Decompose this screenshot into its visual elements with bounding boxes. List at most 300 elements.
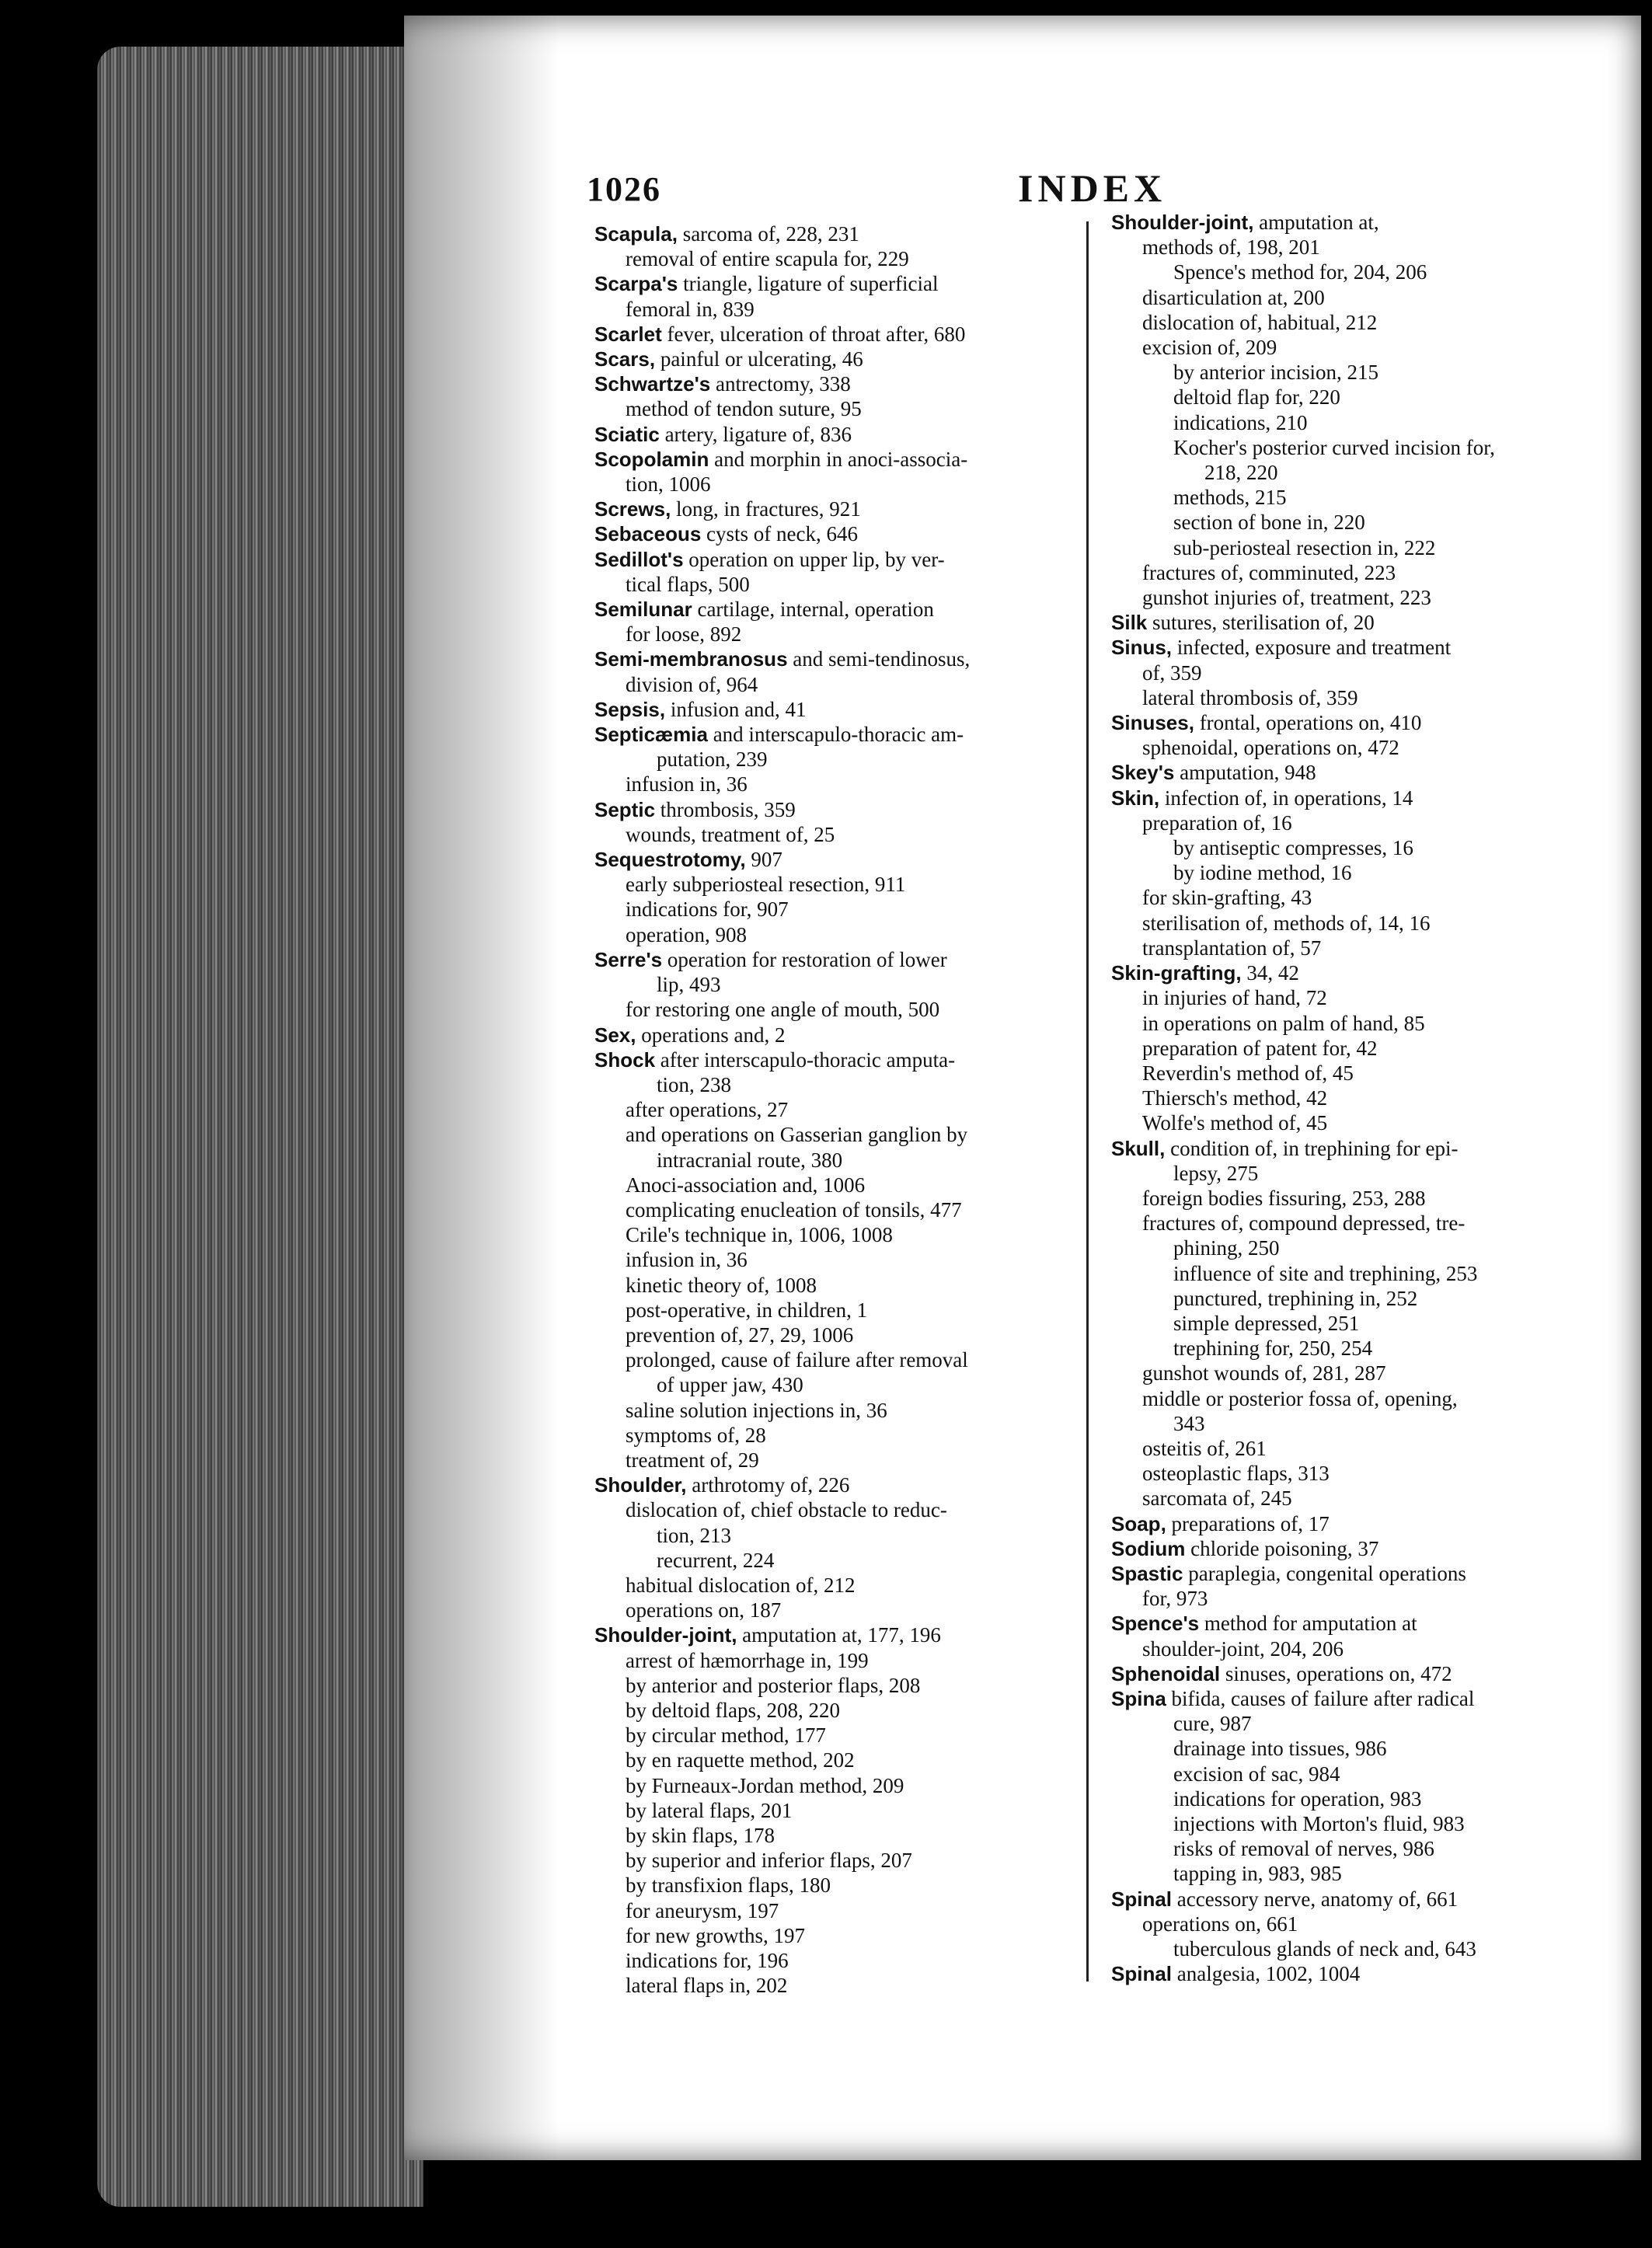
index-entry-text: indications, 210 bbox=[1173, 410, 1308, 434]
index-entry-text: infection of, in operations, 14 bbox=[1159, 786, 1413, 810]
index-entry-text: operations and, 2 bbox=[636, 1023, 786, 1047]
index-entry-text: antrectomy, 338 bbox=[710, 372, 851, 396]
index-entry-heading: Spinal bbox=[1111, 1887, 1173, 1911]
index-entry-text: injections with Morton's fluid, 983 bbox=[1173, 1812, 1465, 1835]
index-entry-text: shoulder-joint, 204, 206 bbox=[1142, 1636, 1344, 1661]
index-entry bbox=[594, 1898, 1092, 1923]
index-entry bbox=[1111, 1086, 1593, 1110]
index-entry-text: post-operative, in children, 1 bbox=[626, 1298, 868, 1322]
index-entry bbox=[1111, 1461, 1593, 1486]
index-entry bbox=[1111, 660, 1593, 685]
index-entry-text: lepsy, 275 bbox=[1173, 1161, 1259, 1185]
index-entry bbox=[594, 1648, 1092, 1673]
index-entry-text: frontal, operations on, 410 bbox=[1194, 711, 1422, 735]
index-entry-text: chloride poisoning, 37 bbox=[1185, 1536, 1379, 1560]
index-entry-heading: Septicæmia bbox=[594, 723, 708, 747]
index-entry-text: kinetic theory of, 1008 bbox=[626, 1273, 817, 1297]
index-entry bbox=[1111, 1736, 1593, 1761]
index-entry-text: by Furneaux-Jordan method, 209 bbox=[626, 1773, 904, 1797]
index-entry bbox=[594, 1948, 1092, 1973]
index-entry bbox=[594, 1347, 1092, 1372]
index-entry bbox=[594, 597, 1092, 622]
index-entry bbox=[1111, 885, 1593, 910]
index-entry bbox=[594, 1372, 1092, 1397]
index-entry-heading: Septic bbox=[594, 797, 656, 821]
index-entry bbox=[594, 947, 1092, 972]
index-entry bbox=[1111, 786, 1593, 810]
index-entry bbox=[594, 1298, 1092, 1323]
index-entry bbox=[594, 1097, 1092, 1122]
index-entry-heading: Semilunar bbox=[594, 598, 692, 622]
index-entry-text: transplantation of, 57 bbox=[1142, 936, 1322, 960]
index-entry bbox=[1111, 1636, 1593, 1661]
index-entry-text: disarticulation at, 200 bbox=[1142, 285, 1325, 309]
index-entry-heading: Skin, bbox=[1111, 786, 1160, 810]
index-entry-text: fever, ulceration of throat after, 680 bbox=[661, 322, 966, 346]
index-entry-text: and interscapulo-thoracic am- bbox=[707, 723, 964, 747]
index-entry bbox=[594, 1398, 1092, 1423]
index-entry bbox=[1111, 285, 1593, 310]
index-entry bbox=[1111, 1386, 1593, 1411]
index-entry-text: Thiersch's method, 42 bbox=[1142, 1086, 1328, 1110]
index-entry bbox=[594, 772, 1092, 796]
index-entry bbox=[594, 1823, 1092, 1848]
index-entry bbox=[1111, 560, 1593, 585]
index-entry bbox=[594, 371, 1092, 396]
index-entry bbox=[1111, 385, 1593, 410]
index-entry bbox=[594, 1748, 1092, 1772]
index-entry-text: by anterior and posterior flaps, 208 bbox=[626, 1673, 921, 1697]
index-entry-text: for new growths, 197 bbox=[626, 1923, 805, 1947]
index-entry bbox=[594, 322, 1092, 347]
index-entry bbox=[594, 1773, 1092, 1798]
index-entry-text: and semi-tendinosus, bbox=[787, 647, 971, 671]
index-entry bbox=[1111, 1261, 1593, 1286]
index-entry bbox=[594, 847, 1092, 872]
index-entry bbox=[594, 1473, 1092, 1497]
index-entry-text: indications for, 907 bbox=[626, 897, 789, 922]
index-entry bbox=[594, 447, 1092, 472]
index-entry-text: of, 359 bbox=[1142, 660, 1202, 685]
index-entry-text: Anoci-association and, 1006 bbox=[626, 1173, 866, 1197]
index-entry bbox=[594, 1848, 1092, 1873]
index-entry-text: sterilisation of, methods of, 14, 16 bbox=[1142, 911, 1431, 935]
index-entry-text: sub-periosteal resection in, 222 bbox=[1173, 535, 1436, 559]
index-entry-heading: Skey's bbox=[1111, 761, 1175, 785]
index-entry bbox=[594, 647, 1092, 671]
index-entry bbox=[1111, 1061, 1593, 1086]
index-entry bbox=[594, 1247, 1092, 1272]
index-entry-text: for restoring one angle of mouth, 500 bbox=[626, 998, 940, 1022]
index-entry-text: by iodine method, 16 bbox=[1173, 861, 1352, 885]
index-entry bbox=[594, 1523, 1092, 1548]
index-entry bbox=[1111, 360, 1593, 385]
index-entry bbox=[594, 497, 1092, 521]
index-entry bbox=[594, 1323, 1092, 1347]
index-entry-text: by circular method, 177 bbox=[626, 1723, 826, 1748]
index-entry-text: preparation of patent for, 42 bbox=[1142, 1036, 1378, 1060]
index-entry bbox=[1111, 1661, 1593, 1686]
index-entry bbox=[594, 1023, 1092, 1047]
index-entry-text: influence of site and trephining, 253 bbox=[1173, 1261, 1478, 1285]
index-entry bbox=[594, 747, 1092, 772]
index-entry bbox=[1111, 835, 1593, 860]
index-entry bbox=[594, 547, 1092, 572]
index-entry-text: amputation at, bbox=[1253, 211, 1379, 234]
index-entry-text: artery, ligature of, 836 bbox=[659, 422, 852, 446]
index-entry bbox=[594, 271, 1092, 296]
index-entry-text: for aneurysm, 197 bbox=[626, 1898, 779, 1922]
index-entry-heading: Sebaceous bbox=[594, 522, 702, 546]
index-entry bbox=[1111, 585, 1593, 610]
index-entry bbox=[594, 797, 1092, 822]
index-entry bbox=[594, 1222, 1092, 1247]
index-entry bbox=[1111, 335, 1593, 360]
page-title: INDEX bbox=[1018, 166, 1167, 210]
index-entry-text: trephining for, 250, 254 bbox=[1173, 1337, 1373, 1361]
index-entry bbox=[594, 1923, 1092, 1948]
index-entry-text: indications for operation, 983 bbox=[1173, 1786, 1422, 1811]
index-entry-text: punctured, trephining in, 252 bbox=[1173, 1286, 1418, 1310]
index-entry-text: foreign bodies fissuring, 253, 288 bbox=[1142, 1186, 1426, 1210]
index-entry bbox=[1111, 310, 1593, 335]
index-entry-text: excision of sac, 984 bbox=[1173, 1762, 1340, 1786]
index-entry bbox=[1111, 1311, 1593, 1336]
index-entry bbox=[1111, 1912, 1593, 1936]
index-entry-text: 34, 42 bbox=[1241, 961, 1299, 985]
index-entry-text: sarcoma of, 228, 231 bbox=[677, 222, 859, 246]
index-entry bbox=[594, 472, 1092, 497]
index-entry-text: Kocher's posterior curved incision for, bbox=[1173, 435, 1495, 459]
index-entry bbox=[594, 997, 1092, 1022]
index-entry-heading: Spence's bbox=[1111, 1612, 1200, 1636]
index-entry-text: paraplegia, congenital operations bbox=[1183, 1561, 1466, 1585]
index-entry-text: drainage into tissues, 986 bbox=[1173, 1737, 1387, 1761]
index-entry-heading: Sphenoidal bbox=[1111, 1661, 1221, 1685]
index-column-left bbox=[594, 221, 1092, 1998]
index-entry-text: accessory nerve, anatomy of, 661 bbox=[1172, 1887, 1459, 1911]
index-entry-text: operation, 908 bbox=[626, 922, 747, 946]
index-entry-text: risks of removal of nerves, 986 bbox=[1173, 1837, 1434, 1861]
index-entry bbox=[1111, 1336, 1593, 1361]
index-entry-text: by deltoid flaps, 208, 220 bbox=[626, 1698, 840, 1722]
index-entry bbox=[1111, 410, 1593, 435]
index-entry-text: by superior and inferior flaps, 207 bbox=[626, 1849, 912, 1873]
index-entry-text: arthrotomy of, 226 bbox=[686, 1473, 850, 1497]
index-entry-text: condition of, in trephining for epi- bbox=[1165, 1136, 1459, 1160]
index-entry-text: sinuses, operations on, 472 bbox=[1220, 1661, 1452, 1685]
index-entry-heading: Schwartze's bbox=[594, 372, 711, 396]
index-entry-text: sarcomata of, 245 bbox=[1142, 1486, 1292, 1511]
index-entry bbox=[1111, 1711, 1593, 1736]
index-entry bbox=[1111, 1486, 1593, 1511]
index-entry bbox=[594, 1798, 1092, 1823]
index-entry bbox=[1111, 936, 1593, 960]
index-entry-heading: Scars, bbox=[594, 347, 656, 371]
index-entry bbox=[594, 1273, 1092, 1298]
index-entry-text: by anterior incision, 215 bbox=[1173, 361, 1378, 385]
index-entry-text: operations on, 661 bbox=[1142, 1912, 1298, 1936]
index-entry bbox=[594, 297, 1092, 322]
index-entry-text: triangle, ligature of superficial bbox=[678, 272, 939, 296]
index-entry-text: Wolfe's method of, 45 bbox=[1142, 1111, 1328, 1135]
index-entry bbox=[594, 1423, 1092, 1448]
index-entry bbox=[594, 922, 1092, 947]
index-entry-text: in injuries of hand, 72 bbox=[1142, 986, 1327, 1010]
index-entry bbox=[1111, 710, 1593, 735]
index-entry-text: method of tendon suture, 95 bbox=[626, 397, 862, 421]
index-entry bbox=[594, 1973, 1092, 1998]
index-entry-text: tion, 1006 bbox=[626, 472, 711, 497]
index-entry-text: saline solution injections in, 36 bbox=[626, 1398, 887, 1422]
index-entry bbox=[1111, 1436, 1593, 1461]
index-entry-text: symptoms of, 28 bbox=[626, 1423, 766, 1447]
index-entry bbox=[594, 1622, 1092, 1647]
index-entry bbox=[1111, 1586, 1593, 1611]
index-entry bbox=[1111, 235, 1593, 260]
index-entry-text: operation for restoration of lower bbox=[662, 947, 947, 971]
index-entry bbox=[1111, 485, 1593, 510]
index-entry bbox=[1111, 1110, 1593, 1135]
index-entry bbox=[594, 872, 1092, 897]
index-entry-text: habitual dislocation of, 212 bbox=[626, 1573, 856, 1597]
index-entry bbox=[594, 1072, 1092, 1097]
index-entry bbox=[594, 972, 1092, 997]
index-entry-text: putation, 239 bbox=[657, 748, 768, 772]
index-entry-text: sphenoidal, operations on, 472 bbox=[1142, 736, 1399, 760]
index-entry-text: prolonged, cause of failure after removal bbox=[626, 1348, 968, 1372]
index-entry-text: cure, 987 bbox=[1173, 1712, 1252, 1736]
index-entry-text: by en raquette method, 202 bbox=[626, 1748, 855, 1772]
index-entry-text: method for amputation at bbox=[1199, 1612, 1417, 1636]
index-entry-text: arrest of hæmorrhage in, 199 bbox=[626, 1648, 869, 1672]
index-entry-text: methods, 215 bbox=[1173, 486, 1287, 510]
index-entry-text: operations on, 187 bbox=[626, 1598, 782, 1622]
index-entry-text: preparation of, 16 bbox=[1142, 810, 1292, 835]
index-entry-heading: Sedillot's bbox=[594, 547, 684, 571]
index-entry-text: fractures of, compound depressed, tre- bbox=[1142, 1211, 1466, 1236]
index-entry bbox=[1111, 635, 1593, 660]
index-entry bbox=[594, 396, 1092, 421]
index-entry-text: infusion and, 41 bbox=[665, 697, 807, 721]
index-entry bbox=[1111, 1411, 1593, 1436]
book-page-edges bbox=[97, 47, 423, 2207]
index-entry-text: sutures, sterilisation of, 20 bbox=[1147, 611, 1375, 635]
index-entry bbox=[1111, 460, 1593, 485]
index-entry-heading: Scarpa's bbox=[594, 272, 678, 296]
index-entry-text: after operations, 27 bbox=[626, 1098, 789, 1122]
index-entry bbox=[1111, 911, 1593, 936]
index-entry bbox=[1111, 1161, 1593, 1186]
index-entry bbox=[1111, 735, 1593, 760]
index-entry bbox=[1111, 960, 1593, 985]
index-entry bbox=[1111, 1762, 1593, 1786]
index-entry-heading: Sciatic bbox=[594, 422, 660, 446]
index-entry-text: section of bone in, 220 bbox=[1173, 511, 1365, 535]
index-entry-text: osteoplastic flaps, 313 bbox=[1142, 1462, 1330, 1486]
index-entry-text: cartilage, internal, operation bbox=[692, 598, 934, 622]
index-entry bbox=[1111, 1511, 1593, 1536]
index-entry-text: painful or ulcerating, 46 bbox=[655, 347, 863, 371]
index-entry-text: in operations on palm of hand, 85 bbox=[1142, 1011, 1425, 1035]
index-entry-heading: Sepsis, bbox=[594, 697, 666, 721]
index-entry-text: for loose, 892 bbox=[626, 622, 742, 647]
index-entry-text: gunshot injuries of, treatment, 223 bbox=[1142, 586, 1431, 610]
index-entry-text: by antiseptic compresses, 16 bbox=[1173, 836, 1413, 860]
index-entry-text: tion, 213 bbox=[657, 1523, 732, 1547]
index-entry bbox=[1111, 1286, 1593, 1311]
index-entry bbox=[1111, 1011, 1593, 1036]
index-entry bbox=[1111, 1211, 1593, 1236]
index-entry-heading: Sequestrotomy, bbox=[594, 848, 746, 872]
index-entry bbox=[1111, 1186, 1593, 1211]
index-entry-text: lateral thrombosis of, 359 bbox=[1142, 685, 1358, 709]
index-entry bbox=[594, 622, 1092, 647]
index-entry bbox=[594, 422, 1092, 447]
index-entry-text: methods of, 198, 201 bbox=[1142, 235, 1320, 260]
index-entry bbox=[594, 822, 1092, 847]
index-entry-text: 218, 220 bbox=[1204, 461, 1278, 485]
index-entry-text: Crile's technique in, 1006, 1008 bbox=[626, 1223, 893, 1247]
index-entry bbox=[594, 347, 1092, 371]
index-entry bbox=[1111, 510, 1593, 535]
index-entry-text: preparations of, 17 bbox=[1166, 1511, 1330, 1535]
index-entry-heading: Sodium bbox=[1111, 1536, 1186, 1560]
index-entry-heading: Sinuses, bbox=[1111, 711, 1194, 735]
index-entry bbox=[1111, 1561, 1593, 1586]
index-entry-text: dislocation of, chief obstacle to reduc- bbox=[626, 1498, 947, 1522]
index-entry bbox=[1111, 435, 1593, 460]
index-entry-heading: Soap, bbox=[1111, 1511, 1166, 1535]
index-entry-text: thrombosis, 359 bbox=[655, 797, 796, 821]
index-entry-heading: Scopolamin bbox=[594, 447, 709, 471]
index-entry bbox=[1111, 685, 1593, 710]
index-entry-text: division of, 964 bbox=[626, 672, 758, 696]
index-entry-heading: Skull, bbox=[1111, 1136, 1166, 1160]
index-entry bbox=[1111, 1136, 1593, 1161]
index-entry-text: of upper jaw, 430 bbox=[657, 1373, 803, 1397]
index-entry-text: tuberculous glands of neck and, 643 bbox=[1173, 1937, 1476, 1961]
index-entry bbox=[594, 521, 1092, 546]
index-entry-text: for, 973 bbox=[1142, 1587, 1208, 1611]
index-entry-text: infected, exposure and treatment bbox=[1172, 636, 1452, 660]
index-entry bbox=[1111, 1686, 1593, 1711]
index-entry bbox=[594, 1548, 1092, 1573]
index-entry-text: simple depressed, 251 bbox=[1173, 1311, 1360, 1335]
index-entry-text: fractures of, comminuted, 223 bbox=[1142, 560, 1396, 584]
index-entry-heading: Shoulder-joint, bbox=[1111, 211, 1254, 234]
index-entry-text: and morphin in anoci-associa- bbox=[709, 447, 968, 471]
index-entry bbox=[1111, 810, 1593, 835]
index-entry-text: cysts of neck, 646 bbox=[701, 522, 859, 546]
index-entry-text: tion, 238 bbox=[657, 1072, 732, 1096]
index-entry bbox=[1111, 860, 1593, 885]
index-entry-text: bifida, causes of failure after radical bbox=[1166, 1686, 1475, 1710]
index-entry bbox=[1111, 1361, 1593, 1385]
index-entry-heading: Semi-membranosus bbox=[594, 647, 788, 671]
index-entry bbox=[1111, 985, 1593, 1010]
index-entry-text: osteitis of, 261 bbox=[1142, 1436, 1267, 1460]
index-entry bbox=[594, 1598, 1092, 1622]
index-entry bbox=[594, 572, 1092, 597]
index-entry-text: lip, 493 bbox=[657, 973, 721, 997]
index-entry bbox=[594, 1673, 1092, 1698]
index-entry bbox=[1111, 1936, 1593, 1961]
index-entry-heading: Serre's bbox=[594, 947, 663, 971]
index-entry-heading: Skin-grafting, bbox=[1111, 961, 1242, 985]
index-entry bbox=[594, 1497, 1092, 1522]
index-entry-heading: Shoulder, bbox=[594, 1473, 687, 1497]
index-entry bbox=[594, 1873, 1092, 1898]
index-entry-heading: Shock bbox=[594, 1047, 656, 1072]
index-entry bbox=[594, 1698, 1092, 1723]
index-entry-text: phining, 250 bbox=[1173, 1236, 1280, 1260]
index-entry-text: analgesia, 1002, 1004 bbox=[1172, 1962, 1361, 1986]
scan-border bbox=[1641, 0, 1652, 2248]
index-entry-text: by skin flaps, 178 bbox=[626, 1824, 775, 1847]
index-entry-text: for skin-grafting, 43 bbox=[1142, 886, 1312, 910]
index-entry-text: dislocation of, habitual, 212 bbox=[1142, 310, 1378, 334]
index-entry bbox=[1111, 610, 1593, 635]
index-entry-heading: Sinus, bbox=[1111, 636, 1173, 660]
index-entry bbox=[594, 697, 1092, 722]
index-entry bbox=[594, 1122, 1092, 1147]
index-entry-text: intracranial route, 380 bbox=[657, 1148, 843, 1172]
index-entry-text: complicating enucleation of tonsils, 477 bbox=[626, 1197, 962, 1222]
index-entry bbox=[1111, 1836, 1593, 1861]
index-entry bbox=[1111, 1961, 1593, 1986]
index-entry-text: excision of, 209 bbox=[1142, 336, 1277, 360]
index-entry bbox=[594, 1573, 1092, 1598]
index-entry-text: femoral in, 839 bbox=[626, 297, 755, 321]
index-entry bbox=[1111, 260, 1593, 284]
index-entry-text: long, in fractures, 921 bbox=[671, 497, 861, 521]
index-entry-text: early subperiosteal resection, 911 bbox=[626, 873, 906, 897]
index-entry-text: Spence's method for, 204, 206 bbox=[1173, 260, 1427, 284]
page-number: 1026 bbox=[587, 170, 661, 208]
index-entry bbox=[1111, 1786, 1593, 1811]
index-entry-heading: Spina bbox=[1111, 1686, 1166, 1710]
index-entry-text: middle or posterior fossa of, opening, bbox=[1142, 1386, 1458, 1410]
index-entry bbox=[1111, 1887, 1593, 1912]
index-entry-text: tical flaps, 500 bbox=[626, 572, 750, 596]
index-entry-text: and operations on Gasserian ganglion by bbox=[626, 1123, 968, 1147]
index-entry bbox=[594, 1723, 1092, 1748]
index-entry-text: operation on upper lip, by ver- bbox=[683, 547, 945, 571]
index-entry bbox=[1111, 760, 1593, 785]
index-entry-text: wounds, treatment of, 25 bbox=[626, 822, 835, 846]
index-entry-text: tapping in, 983, 985 bbox=[1173, 1862, 1342, 1886]
index-entry bbox=[1111, 1811, 1593, 1836]
index-entry-text: removal of entire scapula for, 229 bbox=[626, 247, 909, 271]
index-entry-text: infusion in, 36 bbox=[626, 772, 748, 796]
index-entry-heading: Shoulder-joint, bbox=[594, 1623, 737, 1647]
index-entry-heading: Sex, bbox=[594, 1023, 636, 1047]
index-entry-heading: Spinal bbox=[1111, 1962, 1173, 1986]
index-entry bbox=[1111, 1236, 1593, 1260]
index-entry-text: treatment of, 29 bbox=[626, 1448, 759, 1472]
index-entry-text: indications for, 196 bbox=[626, 1949, 789, 1973]
index-entry-text: after interscapulo-thoracic amputa- bbox=[655, 1047, 956, 1072]
index-entry-text: gunshot wounds of, 281, 287 bbox=[1142, 1361, 1386, 1385]
index-entry-heading: Screws, bbox=[594, 497, 671, 521]
index-column-right bbox=[1111, 210, 1593, 1986]
index-entry-text: recurrent, 224 bbox=[657, 1548, 775, 1572]
index-entry bbox=[594, 1148, 1092, 1173]
index-entry-heading: Spastic bbox=[1111, 1561, 1183, 1585]
index-entry-text: by lateral flaps, 201 bbox=[626, 1798, 793, 1822]
index-entry bbox=[1111, 1861, 1593, 1886]
